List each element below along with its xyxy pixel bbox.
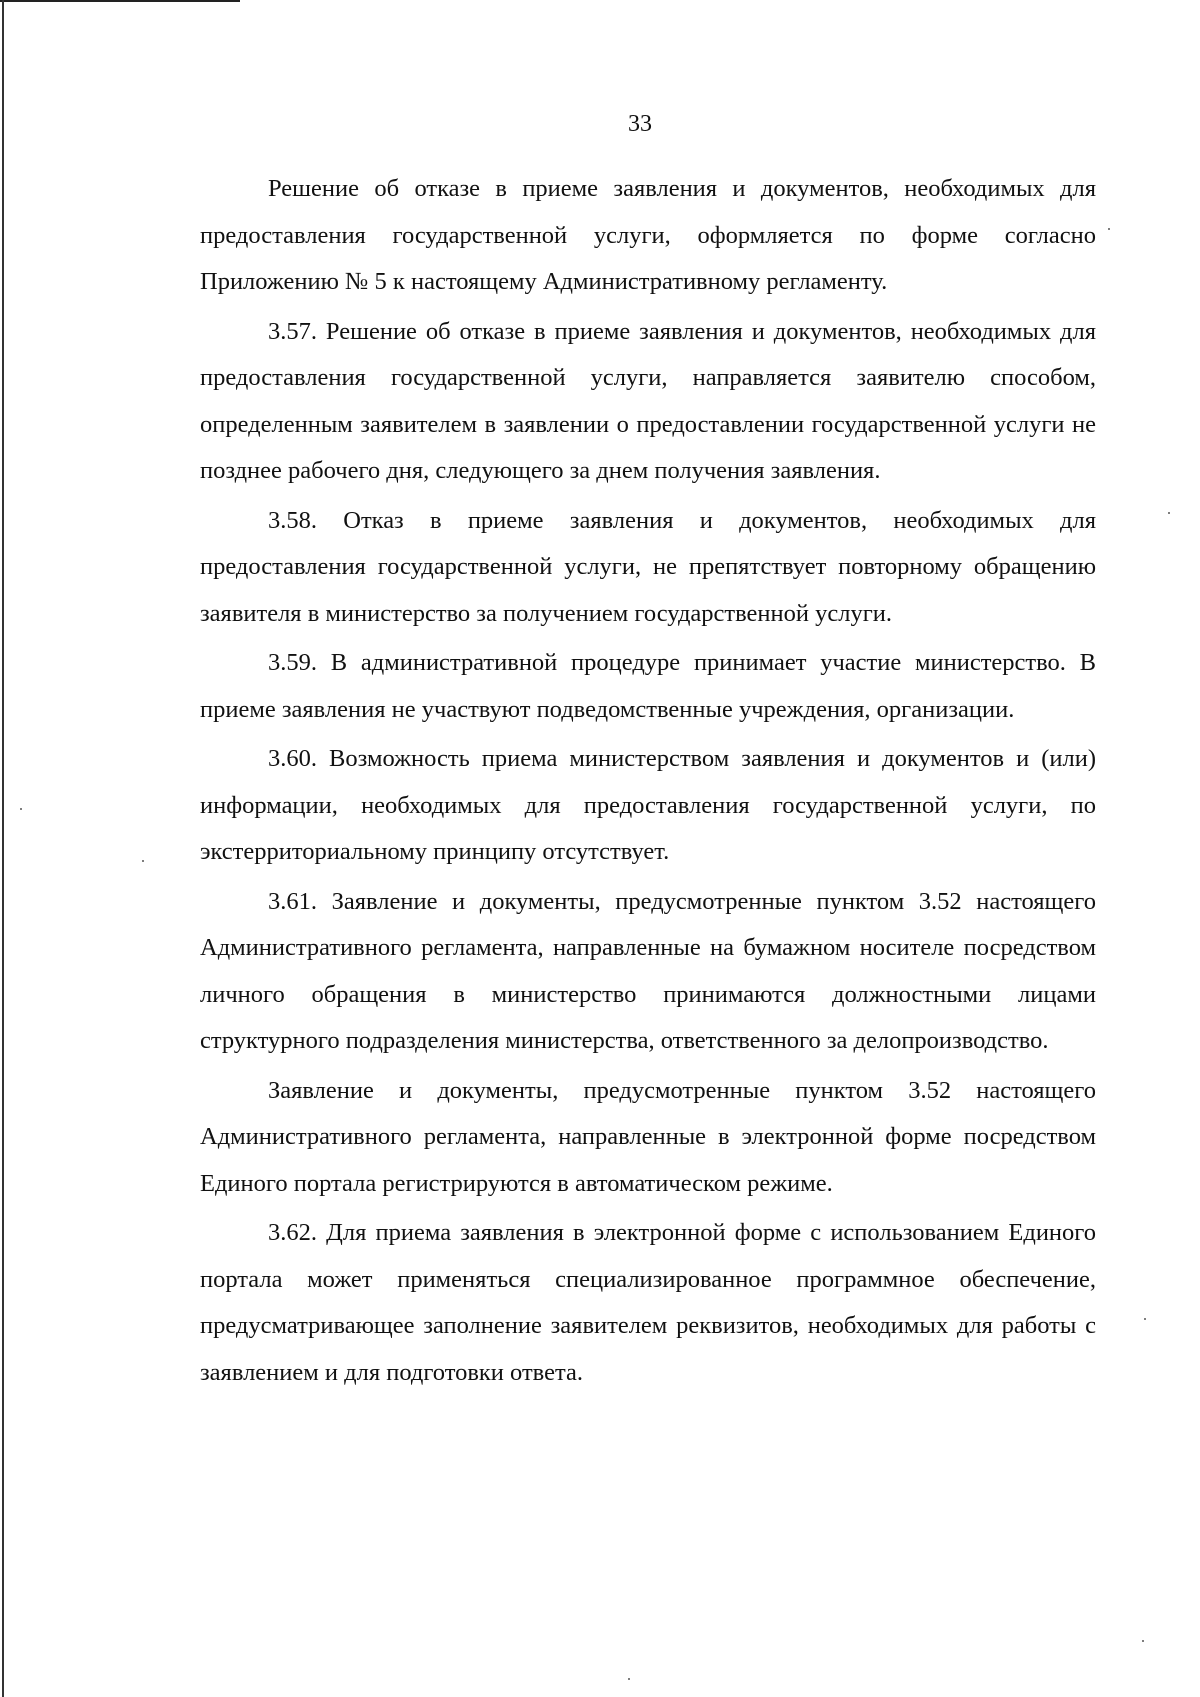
paragraph-form-reference: Решение об отказе в приеме заявления и документов, необходимых для предоставления государственной услуги, оформляется по форме согласно Приложению № 5 к настоящему Административному регламенту.	[200, 175, 1096, 295]
scan-speck	[1142, 1640, 1144, 1642]
document-body	[200, 166, 1096, 1399]
page-number: 33	[628, 111, 652, 137]
paragraph-3-61: 3.61. Заявление и документы, предусмотренные пунктом 3.52 настоящего Административного регламента, направленные на бумажном носителе посредством личного обращения в министерство принимаются должностными лицами структурного подразделения министерства, ответственного за делопроизводство.	[200, 887, 1096, 1054]
scan-edge-left	[2, 0, 4, 1697]
paragraph-3-62: 3.62. Для приема заявления в электронной форме с использованием Единого портала может применяться специализированное программное обеспечение, предусматривающее заполнение заявителем реквизитов, необходимых для работы с заявлением и для подготовки ответа.	[200, 1219, 1096, 1386]
paragraph-3-57: 3.57. Решение об отказе в приеме заявления и документов, необходимых для предоставления государственной услуги, направляется заявителю способом, определенным заявителем в заявлении о предоставлении государственной услуги не позднее рабочего дня, следующего за днем получения заявления.	[200, 317, 1096, 484]
scan-speck	[1108, 228, 1110, 230]
scan-speck	[628, 1678, 630, 1680]
scan-speck	[1168, 512, 1170, 514]
paragraph-electronic-registration: Заявление и документы, предусмотренные пунктом 3.52 настоящего Административного регламента, направленные в электронной форме посредством Единого портала регистрируются в автоматическом режиме.	[200, 1076, 1096, 1197]
paragraph-3-59: 3.59. В административной процедуре принимает участие министерство. В приеме заявления не участвуют подведомственные учреждения, организации.	[200, 649, 1096, 723]
scan-edge-top	[0, 0, 240, 2]
paragraph-3-58: 3.58. Отказ в приеме заявления и документов, необходимых для предоставления государственной услуги, не препятствует повторному обращению заявителя в министерство за получением государственной услуги.	[200, 506, 1096, 627]
scan-speck	[20, 808, 22, 810]
scan-speck	[1144, 1318, 1146, 1320]
scan-speck	[142, 860, 144, 862]
paragraph-3-60: 3.60. Возможность приема министерством заявления и документов и (или) информации, необходимых для предоставления государственной услуги, по экстерриториальному принципу отсутствует.	[200, 745, 1096, 865]
